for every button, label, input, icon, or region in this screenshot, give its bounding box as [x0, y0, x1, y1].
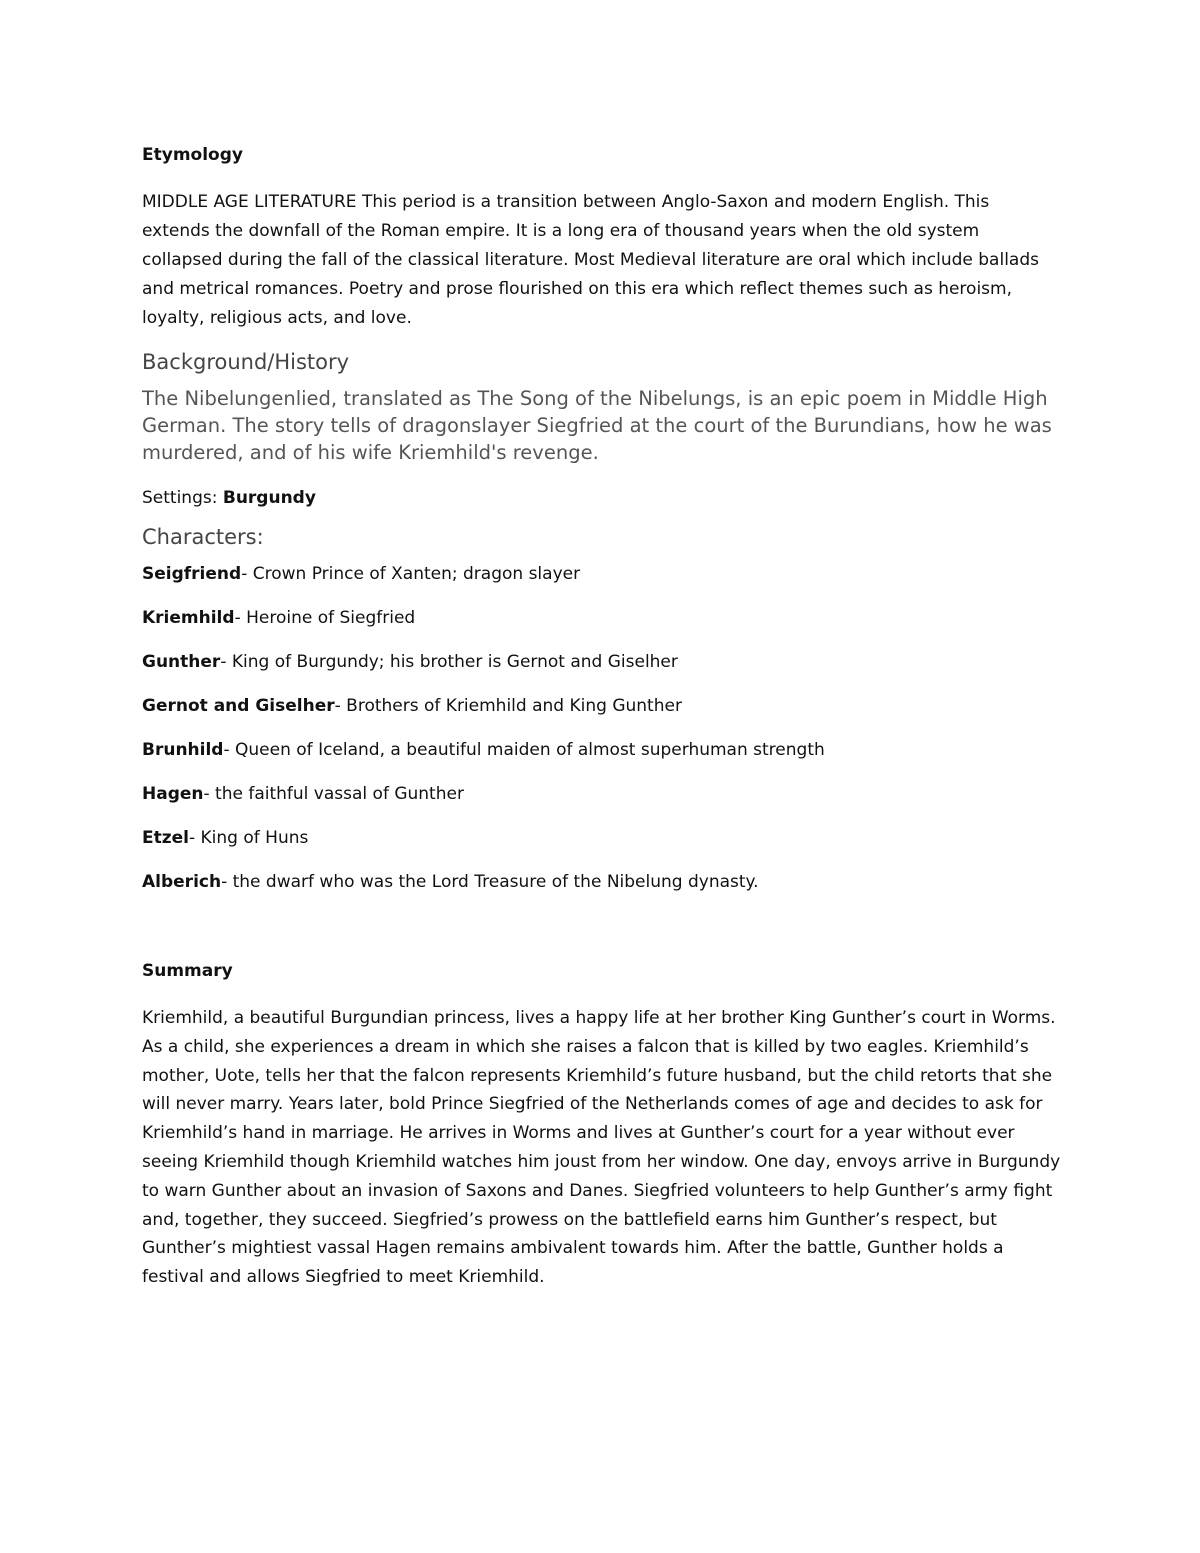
background-text: The Nibelungenlied, translated as The Song of the Nibelungs, is an epic poem in Middle High German. The story tells of dragonslayer Siegfried at the court of the Burundians, how he was murdered, and of his wife Kriemhild's revenge.: [142, 387, 1052, 464]
characters-heading: Characters:: [142, 525, 264, 549]
character-name: Gunther: [142, 652, 221, 672]
character-item: [142, 736, 1062, 764]
character-desc: - Crown Prince of Xanten; dragon slayer: [241, 564, 581, 584]
character-item: [142, 868, 1062, 896]
summary-text: Kriemhild, a beautiful Burgundian princess, lives a happy life at her brother King Gunther’s court in Worms. As a child, she experiences a dream in which she raises a falcon that is killed by two eagles. Kriemhild’s mother, Uote, tells her that the falcon represents Kriemhild’s future husband, but the child retorts that she will never marry. Years later, bold Prince Siegfried of the Netherlands comes of age and decides to ask for Kriemhild’s hand in marriage. He arrives in Worms and lives at Gunther’s court for a year without ever seeing Kriemhild though Kriemhild watches him joust from her window. One day, envoys arrive in Burgundy to warn Gunther about an invasion of Saxons and Danes. Siegfried volunteers to help Gunther’s army fight and, together, they succeed. Siegfried’s prowess on the battlefield earns him Gunther’s respect, but Gunther’s mightiest vassal Hagen remains ambivalent towards him. After the battle, Gunther holds a festival and allows Siegfried to meet Kriemhild.: [142, 1008, 1061, 1288]
character-name: Seigfriend: [142, 564, 242, 584]
character-item: [142, 604, 1062, 632]
etymology-heading: Etymology: [142, 145, 243, 165]
character-name: Brunhild: [142, 740, 224, 760]
section-spacer: [142, 912, 1062, 956]
summary-heading: Summary: [142, 961, 233, 981]
character-item: [142, 648, 1062, 676]
character-name: Hagen: [142, 784, 204, 804]
character-name: Gernot and Giselher: [142, 696, 335, 716]
character-name: Etzel: [142, 828, 189, 848]
document-body: [142, 140, 1062, 1292]
character-desc: - the dwarf who was the Lord Treasure of the Nibelung dynasty.: [221, 872, 759, 892]
character-desc: - the faithful vassal of Gunther: [203, 784, 464, 804]
settings-value: Burgundy: [222, 488, 316, 508]
character-desc: - Queen of Iceland, a beautiful maiden of almost superhuman strength: [223, 740, 825, 760]
background-heading: Background/History: [142, 350, 350, 374]
character-desc: - Heroine of Siegfried: [234, 608, 416, 628]
character-item: [142, 692, 1062, 720]
etymology-text: MIDDLE AGE LITERATURE This period is a transition between Anglo-Saxon and modern English. This extends the downfall of the Roman empire. It is a long era of thousand years when the old system collapsed during the fall of the classical literature. Most Medieval literature are oral which include ballads and metrical romances. Poetry and prose flourished on this era which reflect themes such as heroism, loyalty, religious acts, and love.: [142, 192, 1039, 328]
character-name: Alberich: [142, 872, 222, 892]
character-desc: - King of Burgundy; his brother is Gernot and Giselher: [220, 652, 678, 672]
settings-label: Settings:: [142, 488, 223, 508]
character-item: [142, 780, 1062, 808]
character-item: [142, 824, 1062, 852]
character-desc: - Brothers of Kriemhild and King Gunther: [334, 696, 682, 716]
character-desc: - King of Huns: [189, 828, 309, 848]
character-item: [142, 560, 1062, 588]
character-name: Kriemhild: [142, 608, 235, 628]
settings-line: [142, 484, 1062, 512]
